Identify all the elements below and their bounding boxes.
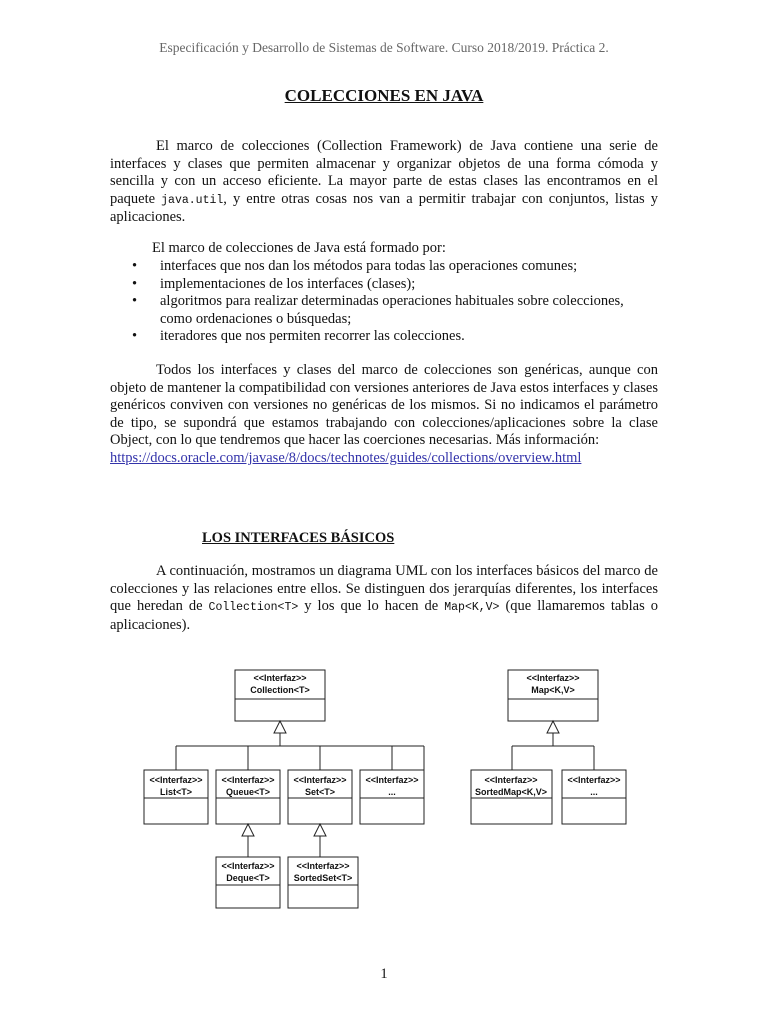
sortedset-label: SortedSet<T> <box>293 873 353 883</box>
uml-text-3: (que llamaremos tablas o aplicaciones). <box>110 598 658 633</box>
deque-label: Deque<T> <box>226 873 270 883</box>
list-label: List<T> <box>159 787 193 797</box>
map-inherit-arrow <box>547 721 559 733</box>
generics-text: Todos los interfaces y clases del marco de colecciones son genéricas, aunque con objeto de mantener la compatibilidad con versiones anteriores de Java estos interfaces y clases genéricos conviven con versiones no genéricas de los mismos. Si no indicamos el parámetro de tipo, se supondrá que estamos trabajando con colecciones/aplicaciones sobre la clase Object, con lo que tendremos que hacer las coerciones necesarias. Más información: <box>110 362 658 449</box>
queue-stereotype: <<Interfaz>> <box>221 775 275 785</box>
uml-code-collection: Collection<T> <box>208 601 299 615</box>
collection-stereotype: <<Interfaz>> <box>253 673 307 683</box>
oracle-docs-link[interactable]: https://docs.oracle.com/javase/8/docs/technotes/guides/collections/overview.html <box>110 449 582 466</box>
intro-text-1: El marco de colecciones (Collection Framework) de Java contiene una serie de interfaces y clases que permiten almacenar y organizar objetos de una forma cómoda y sencilla y con un acceso eficiente. La mayor parte de estas clases las encontramos en el paquete <box>110 138 658 207</box>
bullet-dot: • <box>132 293 138 310</box>
queue-label: Queue<T> <box>225 787 271 797</box>
set-label: Set<T> <box>304 787 336 797</box>
uml-code-map: Map<K,V> <box>444 601 500 615</box>
intro-code: java.util <box>161 193 224 207</box>
list-item <box>110 293 658 328</box>
bullet-dot: • <box>132 328 138 345</box>
map-label: Map<K,V> <box>531 685 575 695</box>
deque-stereotype: <<Interfaz>> <box>221 861 275 871</box>
sortedset-stereotype: <<Interfaz>> <box>296 861 350 871</box>
page-title: COLECCIONES EN JAVA <box>284 86 484 105</box>
map-stereotype: <<Interfaz>> <box>526 673 580 683</box>
set-stereotype: <<Interfaz>> <box>293 775 347 785</box>
map-connectors <box>512 733 594 770</box>
collection-label: Collection<T> <box>250 685 310 695</box>
set-inherit-arrow <box>314 824 326 836</box>
generics-paragraph <box>110 362 658 468</box>
list-item <box>110 258 658 276</box>
list-item <box>110 276 658 294</box>
bullet-dot: • <box>132 275 138 292</box>
list-stereotype: <<Interfaz>> <box>149 775 203 785</box>
map-other-stereotype: <<Interfaz>> <box>567 775 621 785</box>
collection-inherit-arrow <box>274 721 286 733</box>
bullet-text: interfaces que nos dan los métodos para todas las operaciones comunes; <box>160 258 578 274</box>
uml-diagram <box>122 650 647 940</box>
map-other-label: ... <box>590 787 598 797</box>
page-number: 1 <box>380 966 388 982</box>
bullet-list <box>110 258 658 346</box>
sortedmap-label: SortedMap<K,V> <box>474 787 548 797</box>
bullet-text: iteradores que nos permiten recorrer las colecciones. <box>160 328 465 345</box>
queue-inherit-arrow <box>242 824 254 836</box>
framework-intro: El marco de colecciones de Java está formado por: <box>152 240 446 256</box>
uml-text-1: A continuación, mostramos un diagrama UML con los interfaces básicos del marco de colecciones y las relaciones entre ellos. Se distinguen dos jerarquías diferentes, los interfaces que heredan de <box>110 563 658 615</box>
collection-connectors <box>176 733 424 770</box>
collection-other-stereotype: <<Interfaz>> <box>365 775 419 785</box>
collection-other-label: ... <box>388 787 396 797</box>
sortedmap-stereotype: <<Interfaz>> <box>484 775 538 785</box>
list-item <box>110 328 658 346</box>
bullet-text: algoritmos para realizar determinadas operaciones habituales sobre colecciones, como ordenaciones o búsquedas; <box>160 293 624 327</box>
section-title: LOS INTERFACES BÁSICOS <box>202 530 395 546</box>
intro-paragraph <box>110 138 658 227</box>
intro-text-2: , y entre otras cosas nos van a permitir trabajar con conjuntos, listas y aplicaciones. <box>110 190 658 226</box>
bullet-dot: • <box>132 258 138 274</box>
bullet-text: implementaciones de los interfaces (clases); <box>160 275 416 292</box>
uml-paragraph <box>110 563 658 634</box>
page-header: Especificación y Desarrollo de Sistemas de Software. Curso 2018/2019. Práctica 2. <box>159 40 609 55</box>
uml-text-2: y los que lo hacen de <box>298 598 445 615</box>
